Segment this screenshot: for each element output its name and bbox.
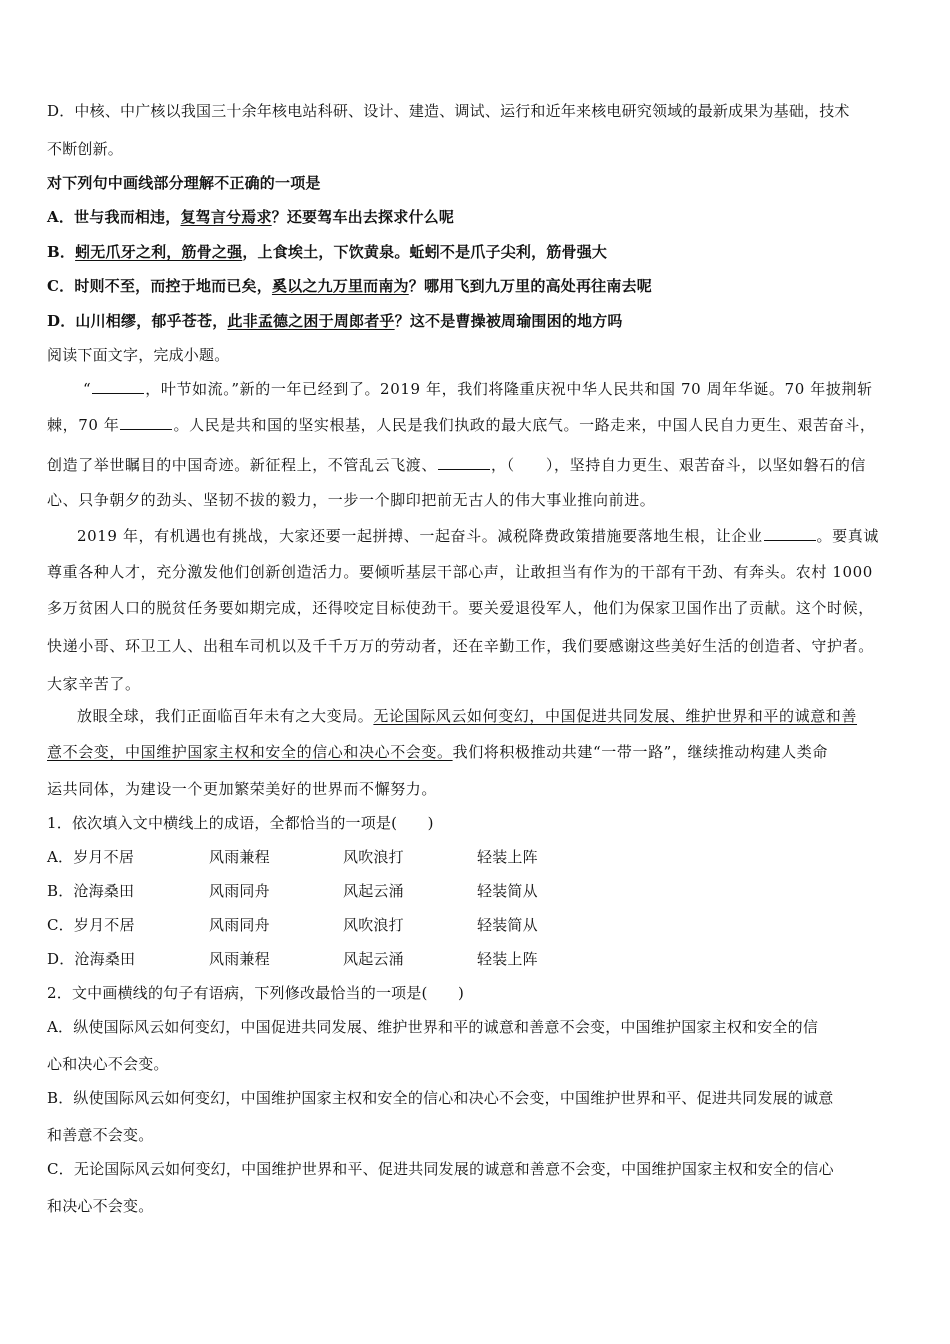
- prev-option-d-line1: D．中核、中广核以我国三十余年核电站科研、设计、建造、调试、运行和近年来核电研究领域的最新成果为基础，技术: [47, 102, 850, 120]
- text: 轻装简从: [477, 882, 538, 900]
- q2-option-a-line2: 心和决心不会变。: [47, 1055, 169, 1073]
- option-b-gloss: ，上食埃土，下饮黄泉。蚯蚓不是爪子尖利，筋骨强大: [242, 243, 608, 261]
- text: A．岁月不居: [47, 848, 135, 866]
- text: 。要真诚: [816, 527, 879, 545]
- text: 放眼全球，我们正面临百年未有之大变局。: [77, 707, 374, 725]
- underline-question-stem: 对下列句中画线部分理解不正确的一项是: [47, 174, 321, 192]
- prev-option-d-line2: 不断创新。: [47, 140, 124, 158]
- option-b-prefix: B．: [47, 243, 76, 261]
- q2-option-c-line1: C．无论国际风云如何变幻，中国维护世界和平、促进共同发展的诚意和善意不会变，中国维护国家主权和安全的信心: [47, 1160, 834, 1178]
- underline-option-c: [47, 276, 907, 296]
- option-b-underlined: 蚓无爪牙之利，: [75, 243, 182, 261]
- underline-option-b: [47, 242, 907, 262]
- q1-option-b: [47, 881, 907, 901]
- passage-p2-line4: 快递小哥、环卫工人、出租车司机以及千千万万的劳动者，还在辛勤工作，我们要感谢这些美好生活的创造者、守护者。: [47, 637, 874, 655]
- text: 我们将积极推动共建“一带一路”，继续推动构建人类命: [452, 743, 828, 761]
- q1-stem: 1．依次填入文中横线上的成语，全都恰当的一项是( ): [47, 814, 434, 832]
- text: 棘，70 年: [47, 416, 120, 434]
- text: 风雨同舟: [209, 882, 270, 900]
- text: B．沧海桑田: [47, 882, 135, 900]
- option-a-gloss: ？还要驾车出去探求什么呢: [271, 208, 455, 226]
- q2-option-b-line1: B．纵使国际风云如何变幻，中国维护国家主权和安全的信心和决心不会变，中国维护世界和平、促进共同发展的诚意: [47, 1089, 834, 1107]
- option-d-gloss: ？这不是曹操被周瑜围困的地方吗: [394, 312, 623, 330]
- q2-option-a-line1: A．纵使国际风云如何变幻，中国促进共同发展、维护世界和平的诚意和善意不会变，中国维护国家主权和安全的信: [47, 1018, 819, 1036]
- passage-p2-line2: 尊重各种人才，充分激发他们创新创造活力。要倾听基层干部心声，让敢担当有作为的干部有干劲、有奔头。农村 1000: [47, 563, 873, 581]
- reading-intro: 阅读下面文字，完成小题。: [47, 346, 230, 364]
- text: 轻装上阵: [477, 950, 538, 968]
- text: 风雨同舟: [209, 916, 270, 934]
- text: 风吹浪打: [343, 848, 404, 866]
- fill-blank-2: [120, 414, 172, 430]
- text: 轻装上阵: [477, 848, 538, 866]
- text: “: [83, 380, 92, 398]
- text: 风起云涌: [343, 950, 404, 968]
- option-b-underlined-rest: 筋骨之强: [181, 243, 243, 261]
- passage-p3-line1: [77, 706, 907, 726]
- text: 风雨兼程: [209, 950, 270, 968]
- text: 2019 年，有机遇也有挑战，大家还要一起拼搏、一起奋斗。减税降费政策措施要落地生根，让企业: [77, 527, 763, 545]
- passage-p1-line3: [47, 454, 907, 475]
- q2-option-c-line2: 和决心不会变。: [47, 1197, 154, 1215]
- text: 风起云涌: [343, 882, 404, 900]
- text: 。人民是共和国的坚实根基，人民是我们执政的最大底气。一路走来，中国人民自力更生、艰苦奋斗，: [173, 416, 876, 434]
- option-c-prefix: C．时则不至，而控于地而已矣，: [47, 277, 272, 295]
- option-a-prefix: A．世与我而相违，: [47, 208, 181, 226]
- passage-p2-line1: [77, 525, 907, 546]
- text: C．岁月不居: [47, 916, 135, 934]
- passage-p1-line4: 心、只争朝夕的劲头、坚韧不拔的毅力，一步一个脚印把前无古人的伟大事业推向前进。: [47, 491, 656, 509]
- q2-stem: 2．文中画横线的句子有语病，下列修改最恰当的一项是( ): [47, 984, 465, 1002]
- text: ，叶节如流。”新的一年已经到了。2019 年，我们将隆重庆祝中华人民共和国 70 周年华诞。70 年披荆斩: [145, 380, 873, 398]
- passage-p3-line3: 运共同体，为建设一个更加繁荣美好的世界而不懈努力。: [47, 780, 438, 798]
- option-a-underlined: 复驾言兮焉求: [180, 208, 272, 226]
- text: ，（ ），坚持自力更生、艰苦奋斗，以坚如磐石的信: [491, 456, 867, 474]
- underlined-sentence-part1: 无论国际风云如何变幻，中国促进共同发展、维护世界和平的诚意和善: [373, 707, 858, 725]
- option-d-prefix: D．山川相缪，郁乎苍苍，: [47, 312, 228, 330]
- q1-option-a: [47, 847, 907, 867]
- q1-option-d: [47, 949, 907, 969]
- underline-option-a: [47, 207, 907, 227]
- passage-p1-line2: [47, 414, 907, 435]
- option-c-underlined: 奚以之九万里而南为: [271, 277, 409, 295]
- option-d-underlined: 此非孟德之困于周郎者乎: [227, 312, 395, 330]
- text: D．沧海桑田: [47, 950, 136, 968]
- text: 风吹浪打: [343, 916, 404, 934]
- text: 创造了举世瞩目的中国奇迹。新征程上，不管乱云飞渡、: [47, 456, 438, 474]
- fill-blank-4: [764, 525, 816, 541]
- option-c-gloss: ？哪用飞到九万里的高处再往南去呢: [408, 277, 652, 295]
- q1-option-c: [47, 915, 907, 935]
- passage-p2-line3: 多万贫困人口的脱贫任务要如期完成，还得咬定目标使劲干。要关爱退役军人，他们为保家卫国作出了贡献。这个时候，: [47, 599, 874, 617]
- passage-p3-line2: [47, 742, 907, 762]
- q2-option-b-line2: 和善意不会变。: [47, 1126, 154, 1144]
- underlined-sentence-part2: 意不会变，中国维护国家主权和安全的信心和决心不会变。: [47, 743, 453, 761]
- text: 风雨兼程: [209, 848, 270, 866]
- passage-p2-line5: 大家辛苦了。: [47, 675, 141, 693]
- passage-p1-line1: [83, 378, 907, 399]
- text: 轻装简从: [477, 916, 538, 934]
- underline-option-d: [47, 311, 907, 331]
- fill-blank-3: [438, 454, 490, 470]
- fill-blank-1: [92, 378, 144, 394]
